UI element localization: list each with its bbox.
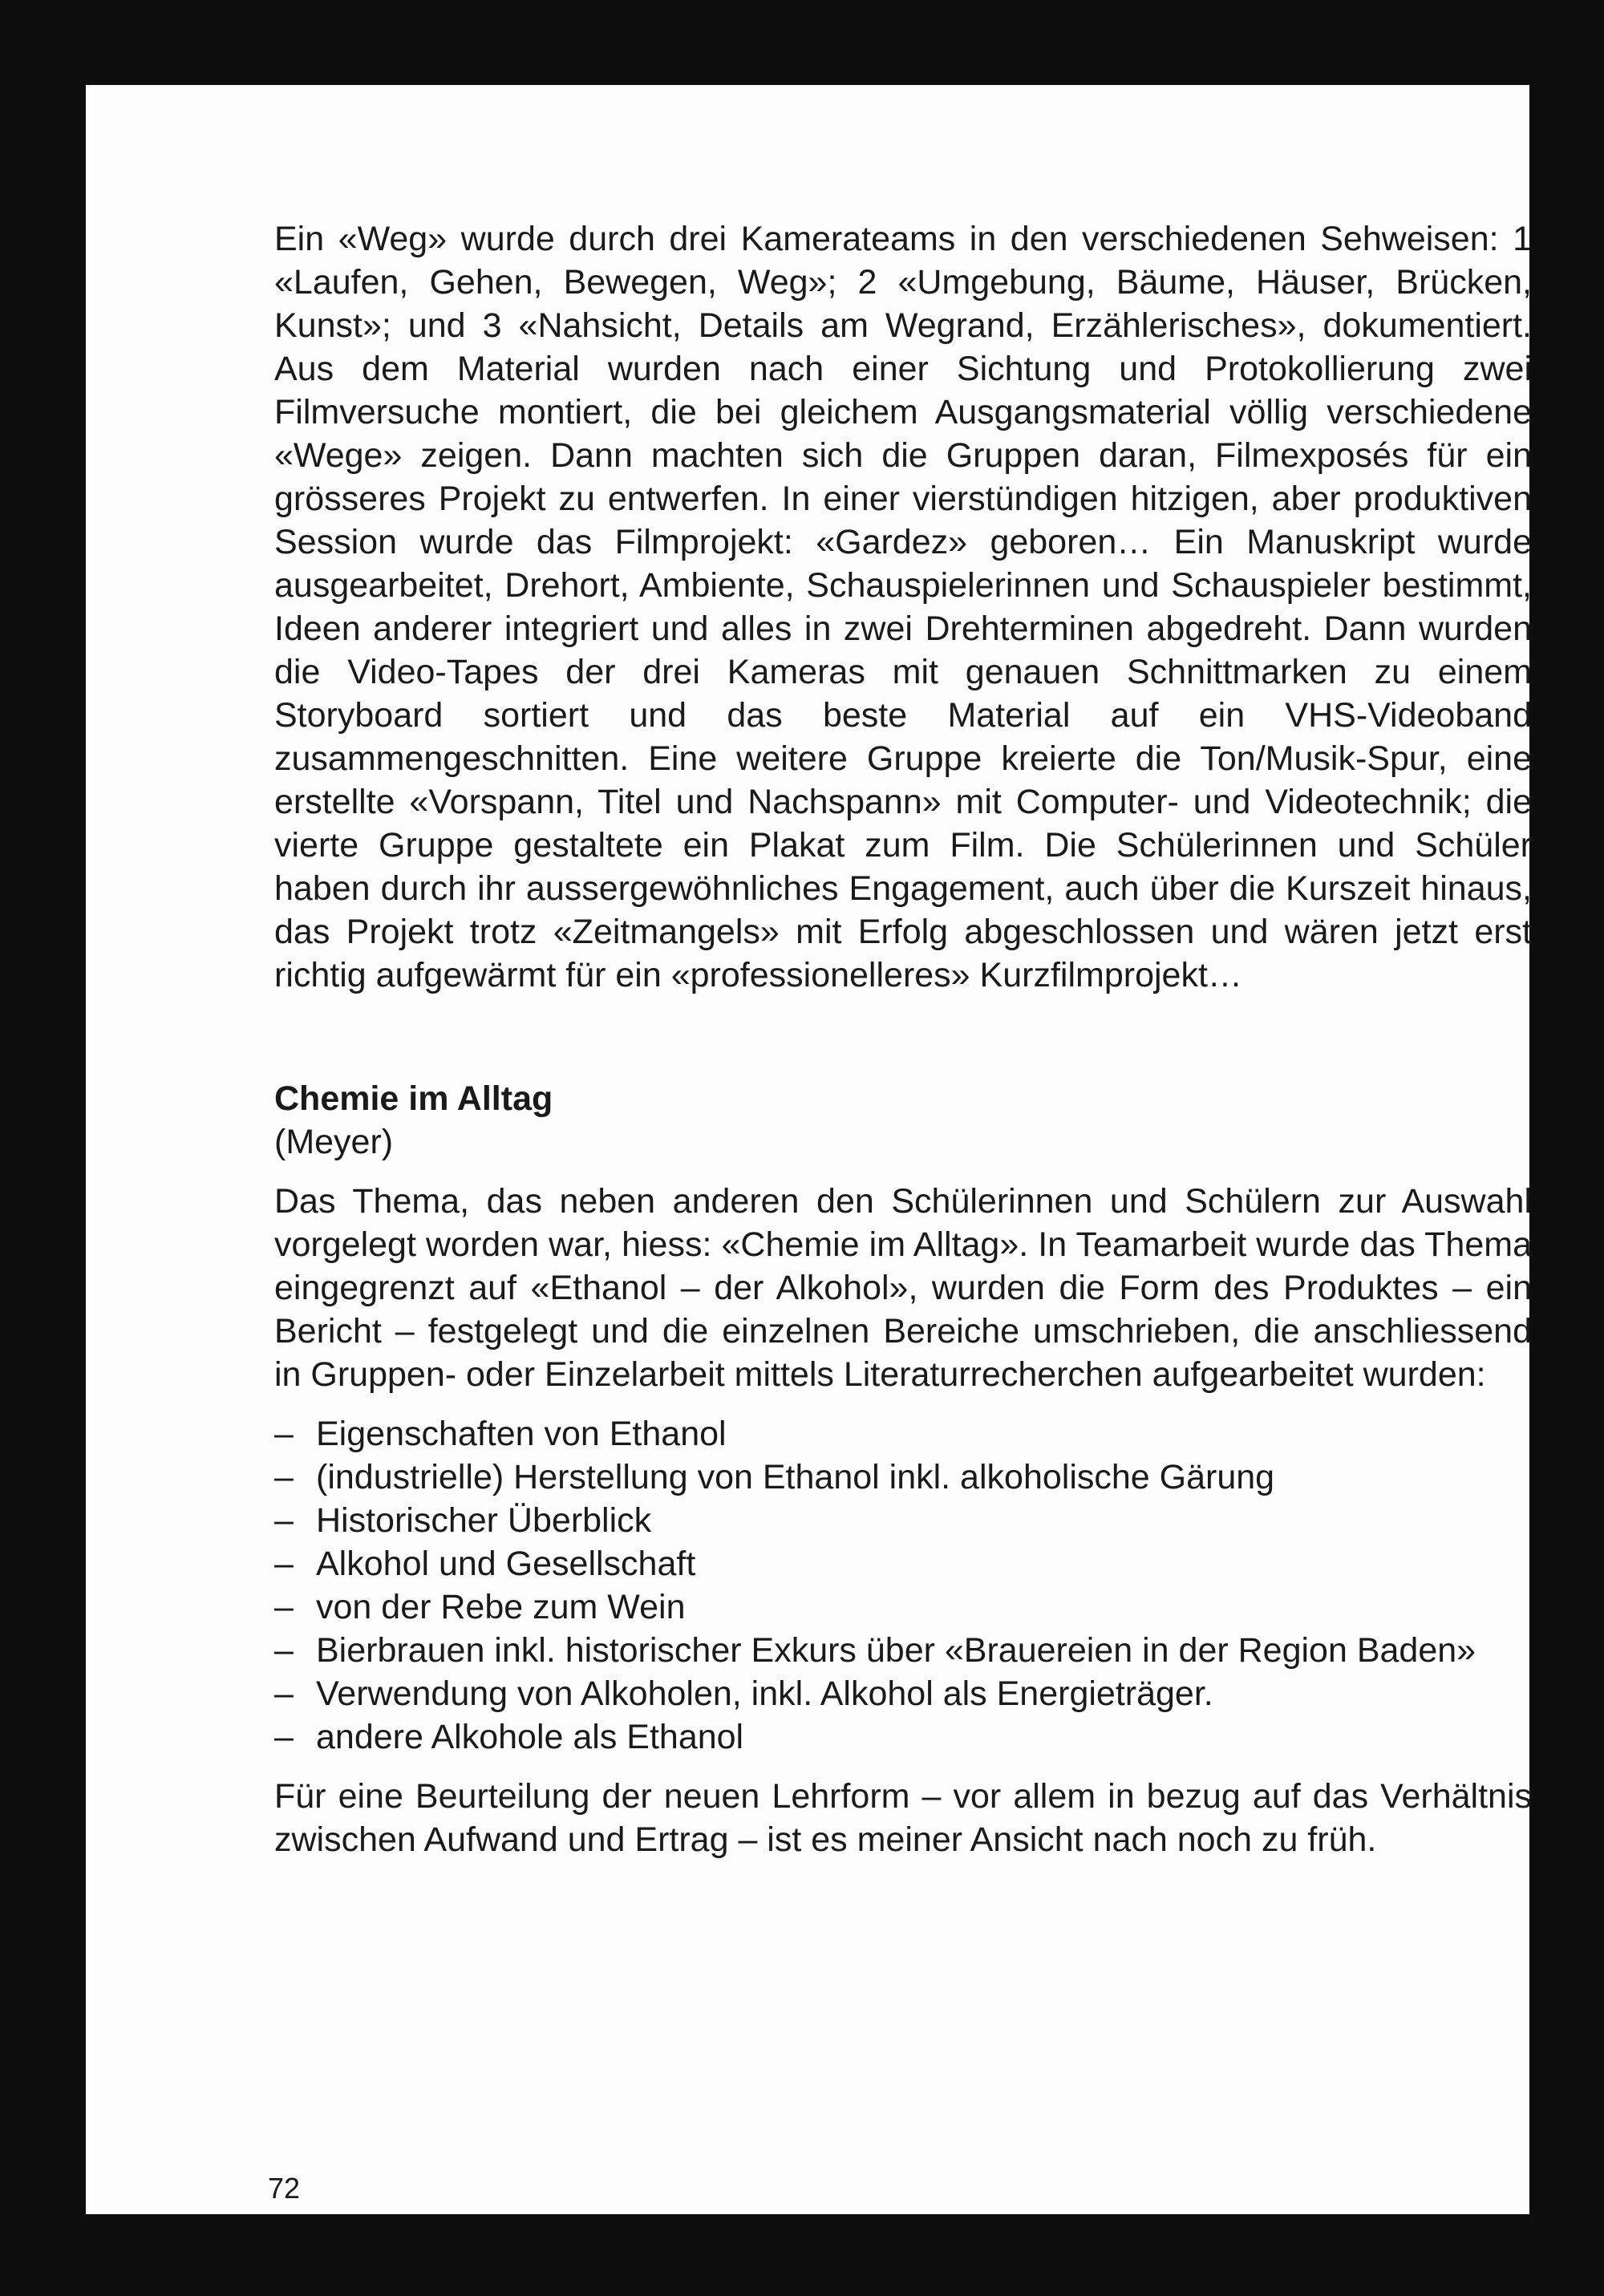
intro-paragraph: Ein «Weg» wurde durch drei Kamerateams in den verschiedenen Sehweisen: 1 «Laufen, Gehen, Bewegen, Weg»; 2 «Umgebung, Bäume, Häuser, Brücken, Kunst»; und 3 «Nahsicht, Details am Wegrand, Erzählerisches», dokumentiert. Aus dem Material wurden nach einer Sichtung und Protokollierung zwei Filmversuche montiert, die bei gleichem Ausgangsmaterial völlig verschiedene «Wege» zeigen. Dann machten sich die Gruppen daran, Filmexposés für ein grösseres Projekt zu entwerfen. In einer vierstündigen hitzigen, aber produktiven Session wurde das Filmprojekt: «Gardez» geboren… Ein Manuskript wurde ausgearbeitet, Drehort, Ambiente, Schauspielerinnen und Schauspieler bestimmt, Ideen anderer integriert und alles in zwei Drehterminen abgedreht. Dann wurden die Video-Tapes der drei Kameras mit genauen Schnittmarken zu einem Storyboard sortiert und das beste Material auf ein VHS-Videoband zusammengeschnitten. Eine weitere Gruppe kreierte die Ton/Musik-Spur, eine erstellte «Vorspann, Titel und Nachspann» mit Computer- und Videotechnik; die vierte Gruppe gestaltete ein Plakat zum Film. Die Schülerinnen und Schüler haben durch ihr aussergewöhnliches Engagement, auch über die Kurszeit hinaus, das Projekt trotz «Zeitmangels» mit Erfolg abgeschlossen und wären jetzt erst richtig aufgewärmt für ein «professionelleres» Kurzfilmprojekt…: [274, 220, 1532, 994]
list-item: – Verwendung von Alkoholen, inkl. Alkohol als Energieträger.: [274, 1672, 1532, 1715]
list-item: – von der Rebe zum Wein: [274, 1585, 1532, 1629]
closing-paragraph: Für eine Beurteilung der neuen Lehrform – vor allem in bezug auf das Verhältnis zwischen Aufwand und Ertrag – ist es meiner Ansicht nach noch zu früh.: [274, 1777, 1532, 1859]
section-author: (Meyer): [274, 1123, 394, 1161]
list-item: – Bierbrauen inkl. historischer Exkurs über «Brauereien in der Region Baden»: [274, 1629, 1532, 1672]
page-content: [274, 217, 1532, 1861]
list-item: – andere Alkohole als Ethanol: [274, 1715, 1532, 1759]
section-paragraph: Das Thema, das neben anderen den Schülerinnen und Schülern zur Auswahl vorgelegt worden war, hiess: «Chemie im Alltag». In Teamarbeit wurde das Thema eingegrenzt auf «Ethanol – der Alkohol», wurden die Form des Produktes – ein Bericht – festgelegt und die einzelnen Bereiche umschrieben, die anschliessend in Gruppen- oder Einzelarbeit mittels Literaturrecherchen aufgearbeitet wurden:: [274, 1182, 1532, 1394]
section-heading: Chemie im Alltag: [274, 1079, 553, 1118]
list-item: – Eigenschaften von Ethanol: [274, 1412, 1532, 1456]
page-number: 72: [268, 2172, 301, 2205]
list-item: – (industrielle) Herstellung von Ethanol inkl. alkoholische Gärung: [274, 1456, 1532, 1499]
topic-list: [274, 1412, 1532, 1759]
list-item: – Historischer Überblick: [274, 1499, 1532, 1542]
document-page: [86, 85, 1532, 2214]
list-item: – Alkohol und Gesellschaft: [274, 1542, 1532, 1585]
